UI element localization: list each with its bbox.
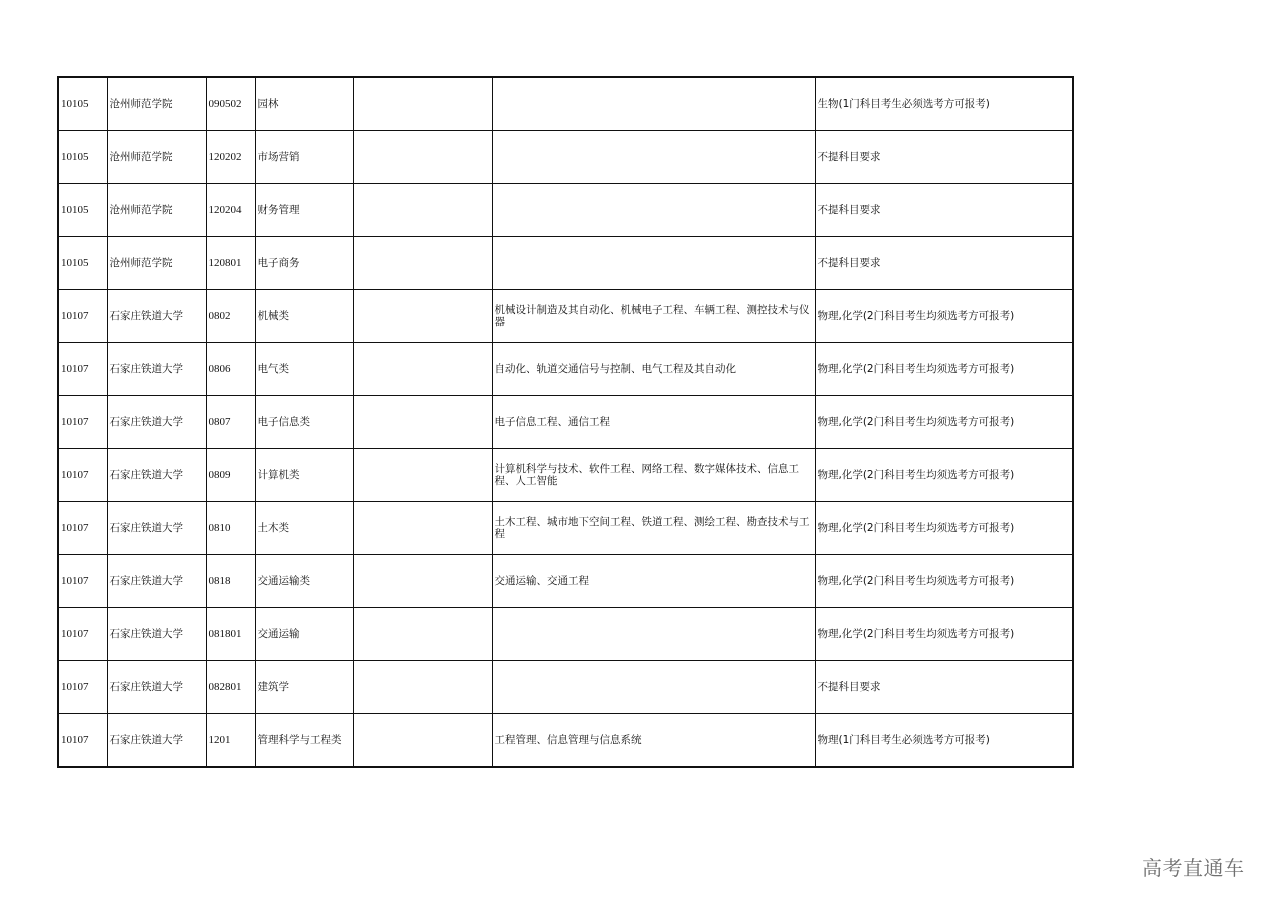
institution-code-cell: 10107: [58, 608, 107, 661]
included-majors-cell: 计算机科学与技术、软件工程、网络工程、数字媒体技术、信息工程、人工智能: [492, 449, 815, 502]
institution-code-cell: 10105: [58, 237, 107, 290]
institution-name-cell: 石家庄铁道大学: [107, 608, 206, 661]
major-name-cell: 园林: [255, 77, 353, 131]
subject-requirement-cell: 物理,化学(2门科目考生均须选考方可报考): [815, 290, 1073, 343]
major-name-cell: 电子商务: [255, 237, 353, 290]
major-code-cell: 0818: [206, 555, 255, 608]
note-cell: [353, 714, 492, 768]
major-code-cell: 120202: [206, 131, 255, 184]
note-cell: [353, 343, 492, 396]
subject-requirement-cell: 物理,化学(2门科目考生均须选考方可报考): [815, 502, 1073, 555]
included-majors-cell: 交通运输、交通工程: [492, 555, 815, 608]
included-majors-cell: [492, 608, 815, 661]
table-row: [58, 77, 1073, 131]
subject-requirement-cell: 物理,化学(2门科目考生均须选考方可报考): [815, 396, 1073, 449]
institution-code-cell: 10107: [58, 449, 107, 502]
included-majors-cell: [492, 237, 815, 290]
included-majors-cell: 电子信息工程、通信工程: [492, 396, 815, 449]
institution-name-cell: 石家庄铁道大学: [107, 396, 206, 449]
institution-name-cell: 沧州师范学院: [107, 77, 206, 131]
subject-requirement-cell: 物理(1门科目考生必须选考方可报考): [815, 714, 1073, 768]
major-name-cell: 建筑学: [255, 661, 353, 714]
included-majors-cell: 机械设计制造及其自动化、机械电子工程、车辆工程、测控技术与仪器: [492, 290, 815, 343]
institution-code-cell: 10107: [58, 661, 107, 714]
major-name-cell: 土木类: [255, 502, 353, 555]
note-cell: [353, 131, 492, 184]
included-majors-cell: [492, 661, 815, 714]
major-code-cell: 0810: [206, 502, 255, 555]
note-cell: [353, 237, 492, 290]
subject-requirement-cell: 生物(1门科目考生必须选考方可报考): [815, 77, 1073, 131]
major-name-cell: 交通运输类: [255, 555, 353, 608]
note-cell: [353, 661, 492, 714]
note-cell: [353, 555, 492, 608]
institution-name-cell: 沧州师范学院: [107, 131, 206, 184]
institution-name-cell: 石家庄铁道大学: [107, 714, 206, 768]
subject-requirements-table: [57, 76, 1074, 768]
institution-code-cell: 10107: [58, 343, 107, 396]
major-code-cell: 1201: [206, 714, 255, 768]
major-code-cell: 120801: [206, 237, 255, 290]
table-row: [58, 608, 1073, 661]
watermark-text: 高考直通车: [1142, 856, 1245, 880]
institution-name-cell: 石家庄铁道大学: [107, 555, 206, 608]
included-majors-cell: 工程管理、信息管理与信息系统: [492, 714, 815, 768]
note-cell: [353, 77, 492, 131]
major-code-cell: 0802: [206, 290, 255, 343]
note-cell: [353, 396, 492, 449]
included-majors-cell: [492, 77, 815, 131]
subject-requirement-cell: 不提科目要求: [815, 237, 1073, 290]
institution-name-cell: 石家庄铁道大学: [107, 661, 206, 714]
included-majors-cell: [492, 184, 815, 237]
subject-requirement-cell: 不提科目要求: [815, 661, 1073, 714]
major-code-cell: 0807: [206, 396, 255, 449]
subject-requirement-cell: 物理,化学(2门科目考生均须选考方可报考): [815, 449, 1073, 502]
subject-requirement-cell: 物理,化学(2门科目考生均须选考方可报考): [815, 343, 1073, 396]
table-row: [58, 661, 1073, 714]
major-name-cell: 财务管理: [255, 184, 353, 237]
table-row: [58, 237, 1073, 290]
institution-name-cell: 沧州师范学院: [107, 184, 206, 237]
table-row: [58, 555, 1073, 608]
major-name-cell: 交通运输: [255, 608, 353, 661]
major-name-cell: 计算机类: [255, 449, 353, 502]
institution-name-cell: 石家庄铁道大学: [107, 290, 206, 343]
institution-code-cell: 10105: [58, 77, 107, 131]
table-row: [58, 343, 1073, 396]
subject-requirement-cell: 物理,化学(2门科目考生均须选考方可报考): [815, 608, 1073, 661]
major-code-cell: 081801: [206, 608, 255, 661]
note-cell: [353, 184, 492, 237]
included-majors-cell: 自动化、轨道交通信号与控制、电气工程及其自动化: [492, 343, 815, 396]
note-cell: [353, 290, 492, 343]
institution-code-cell: 10107: [58, 502, 107, 555]
institution-name-cell: 石家庄铁道大学: [107, 502, 206, 555]
major-code-cell: 120204: [206, 184, 255, 237]
included-majors-cell: 土木工程、城市地下空间工程、铁道工程、测绘工程、勘查技术与工程: [492, 502, 815, 555]
major-name-cell: 电气类: [255, 343, 353, 396]
major-code-cell: 0806: [206, 343, 255, 396]
note-cell: [353, 502, 492, 555]
table-row: [58, 449, 1073, 502]
note-cell: [353, 449, 492, 502]
subject-requirement-cell: 不提科目要求: [815, 131, 1073, 184]
institution-code-cell: 10107: [58, 555, 107, 608]
table-row: [58, 502, 1073, 555]
note-cell: [353, 608, 492, 661]
major-code-cell: 0809: [206, 449, 255, 502]
subject-requirement-cell: 物理,化学(2门科目考生均须选考方可报考): [815, 555, 1073, 608]
institution-code-cell: 10107: [58, 714, 107, 768]
included-majors-cell: [492, 131, 815, 184]
table-row: [58, 396, 1073, 449]
institution-code-cell: 10105: [58, 131, 107, 184]
institution-name-cell: 石家庄铁道大学: [107, 449, 206, 502]
table-row: [58, 131, 1073, 184]
table-row: [58, 714, 1073, 768]
subject-requirement-cell: 不提科目要求: [815, 184, 1073, 237]
major-name-cell: 机械类: [255, 290, 353, 343]
major-code-cell: 082801: [206, 661, 255, 714]
institution-code-cell: 10107: [58, 290, 107, 343]
major-name-cell: 市场营销: [255, 131, 353, 184]
institution-name-cell: 沧州师范学院: [107, 237, 206, 290]
institution-name-cell: 石家庄铁道大学: [107, 343, 206, 396]
table-row: [58, 290, 1073, 343]
table-body: [58, 77, 1073, 767]
major-code-cell: 090502: [206, 77, 255, 131]
institution-code-cell: 10107: [58, 396, 107, 449]
institution-code-cell: 10105: [58, 184, 107, 237]
table-row: [58, 184, 1073, 237]
major-name-cell: 管理科学与工程类: [255, 714, 353, 768]
major-name-cell: 电子信息类: [255, 396, 353, 449]
